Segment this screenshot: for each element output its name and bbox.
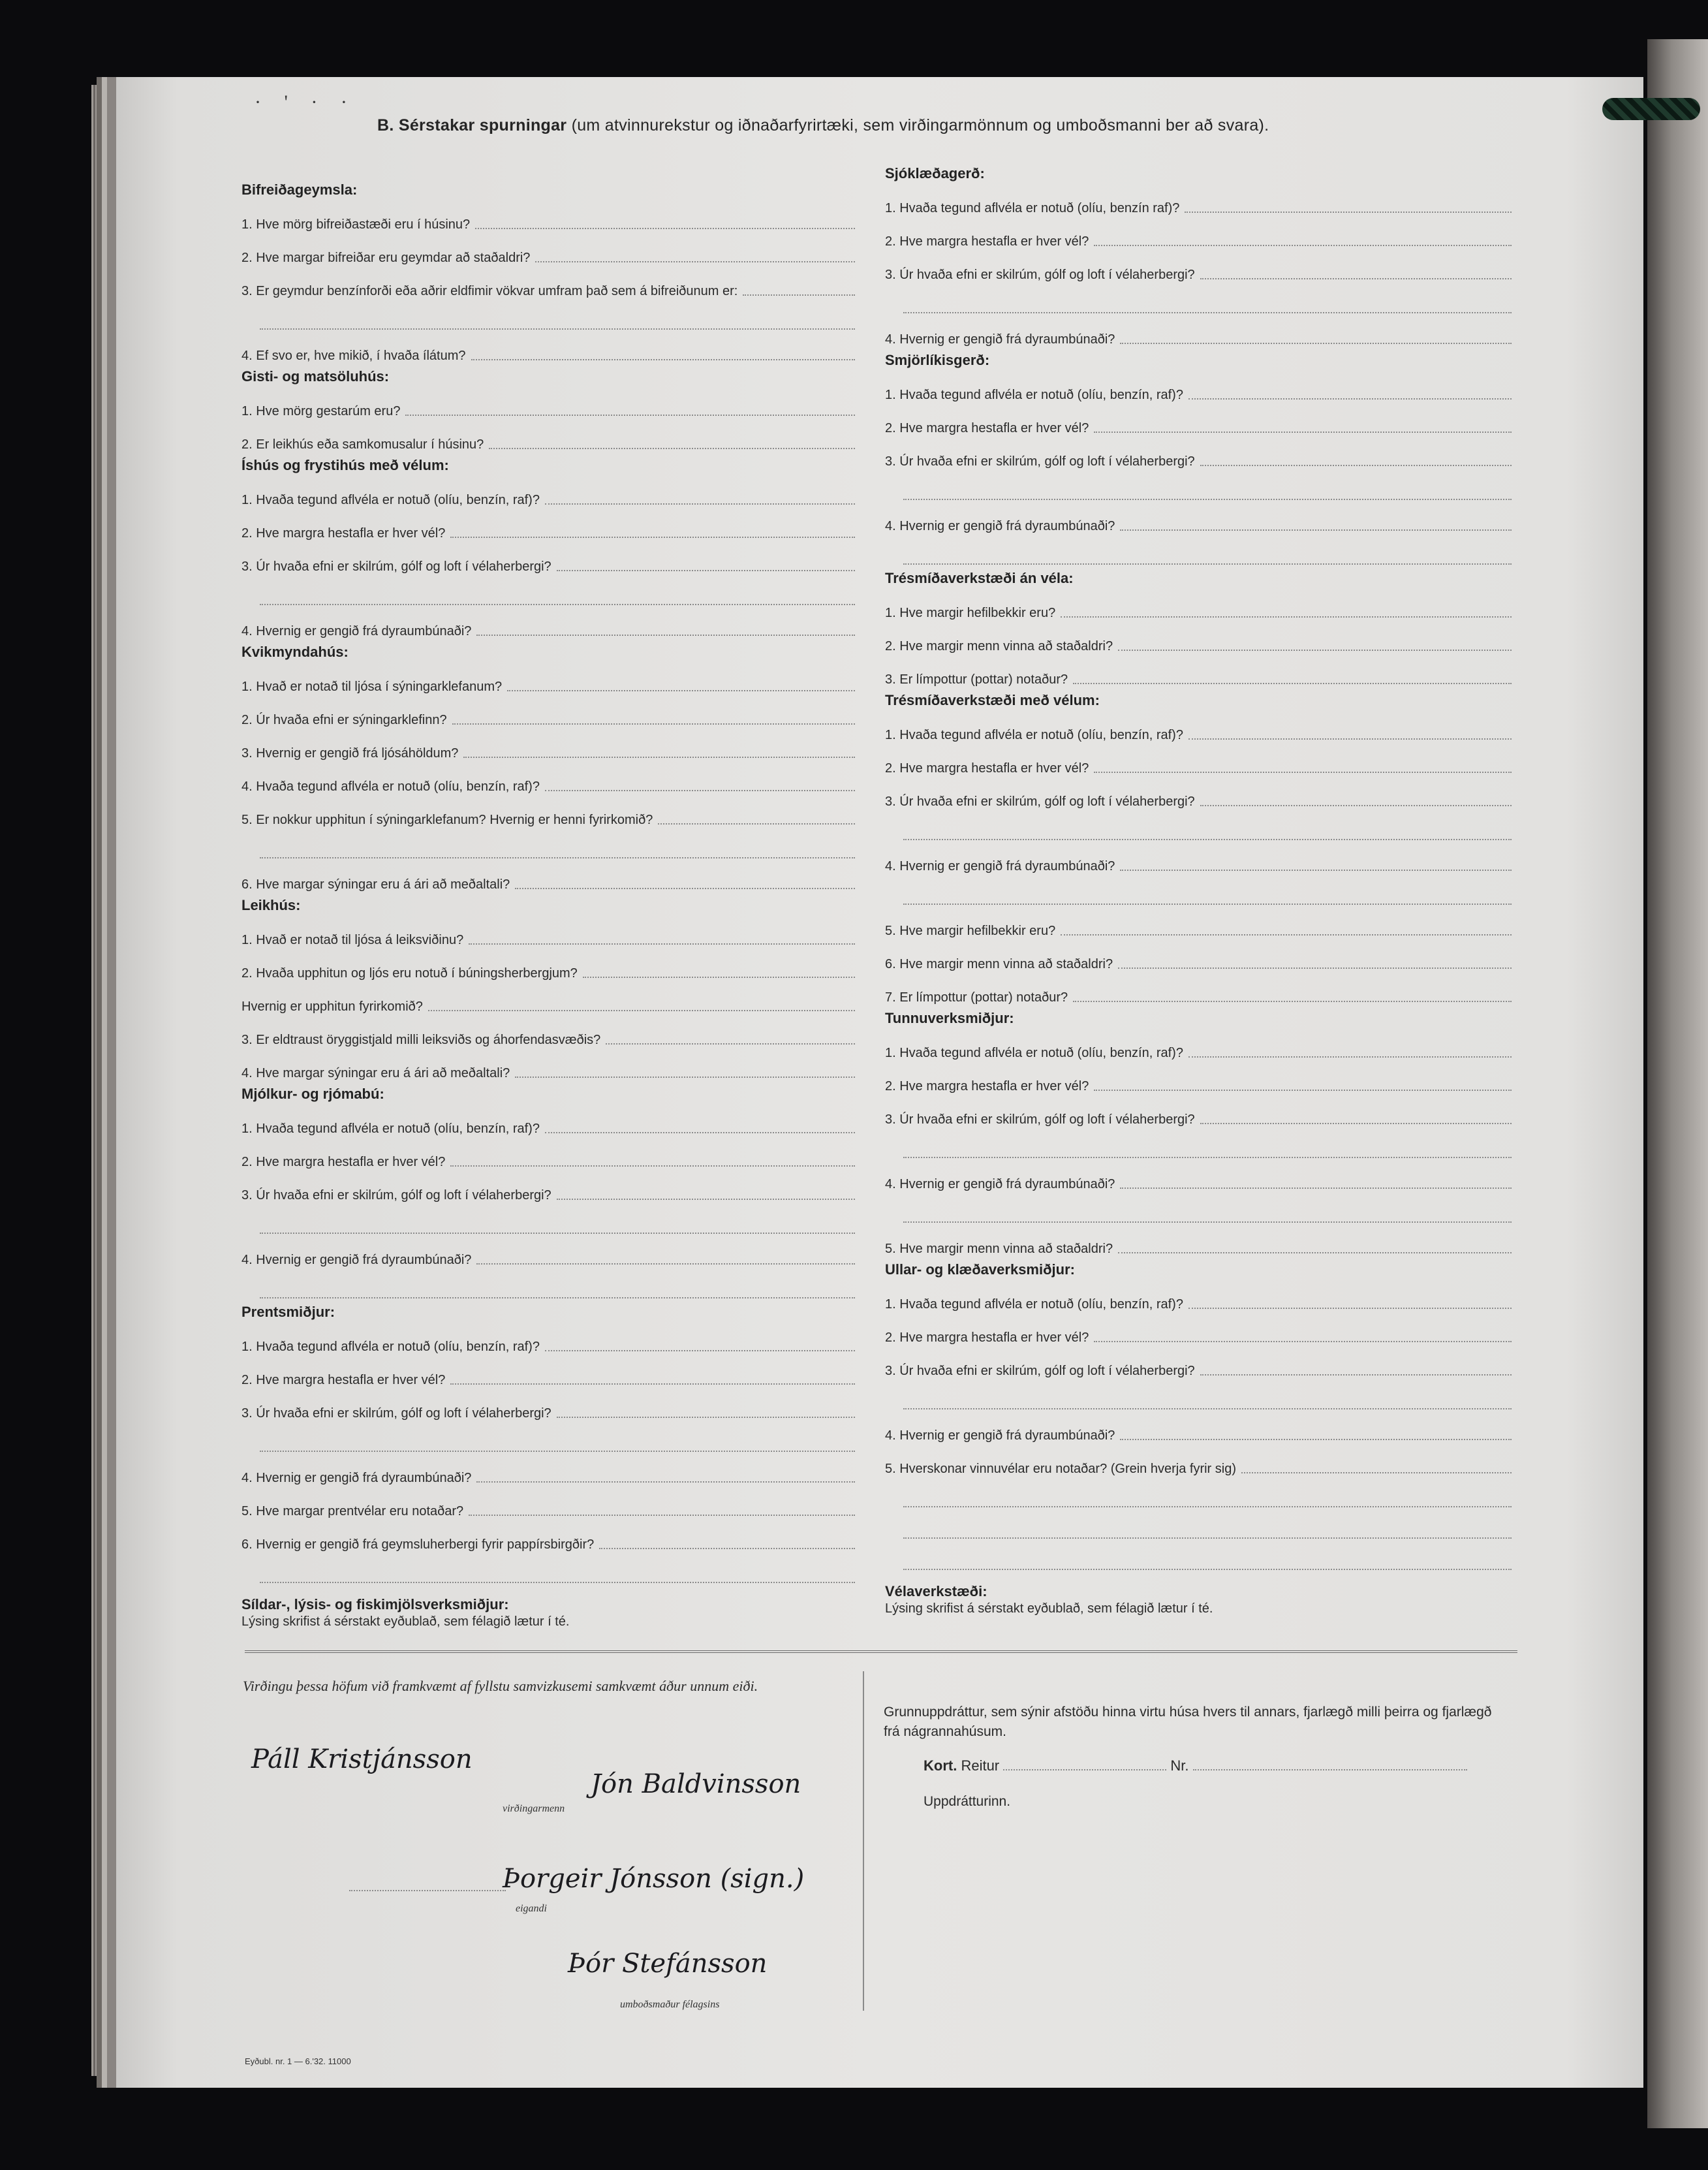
question-label: 1. Hvað er notað til ljósa í sýningarklefanum? xyxy=(241,680,503,694)
answer-field[interactable] xyxy=(1200,805,1512,806)
left-heading: Mjólkur- og rjómabú: xyxy=(241,1086,384,1102)
question-label: 2. Hve margra hestafla er hver vél? xyxy=(885,1079,1089,1093)
answer-field[interactable] xyxy=(476,635,855,636)
question-row xyxy=(885,215,1512,249)
question-row xyxy=(241,794,855,827)
nr-field[interactable] xyxy=(1193,1769,1467,1770)
caption-owner: eigandi xyxy=(516,1903,547,1914)
answer-line[interactable] xyxy=(260,1267,855,1298)
caption-agent: umboðsmaður félagsins xyxy=(620,1999,720,2010)
question-row xyxy=(241,1169,855,1203)
answer-field[interactable] xyxy=(1061,616,1512,618)
answer-line[interactable] xyxy=(260,827,855,858)
answer-field[interactable] xyxy=(1118,1252,1512,1253)
question-row xyxy=(885,620,1512,653)
signature-line xyxy=(349,1890,506,1891)
question-row xyxy=(241,761,855,794)
answer-field[interactable] xyxy=(428,1010,855,1011)
question-label: 1. Hve margir hefilbekkir eru? xyxy=(885,606,1056,620)
question-row xyxy=(885,369,1512,402)
answer-field[interactable] xyxy=(557,1417,855,1418)
left-heading: Leikhús: xyxy=(241,897,301,913)
binding-cord xyxy=(1602,98,1700,120)
answer-field[interactable] xyxy=(1118,650,1512,651)
answer-field[interactable] xyxy=(463,757,855,758)
question-row xyxy=(885,1027,1512,1060)
question-label: 1. Hvaða tegund aflvéla er notuð (olíu, benzín, raf)? xyxy=(241,493,540,507)
question-label: 6. Hve margir menn vinna að staðaldri? xyxy=(885,957,1113,971)
question-label: 2. Hve margir menn vinna að staðaldri? xyxy=(885,639,1113,653)
vertical-divider xyxy=(863,1671,864,2011)
question-row xyxy=(885,500,1512,533)
answer-field[interactable] xyxy=(1094,1341,1512,1342)
question-label: 2. Hve margra hestafla er hver vél? xyxy=(885,234,1089,249)
question-row xyxy=(885,1409,1512,1443)
question-label: 1. Hvaða tegund aflvéla er notuð (olíu, benzín raf)? xyxy=(885,201,1180,215)
question-label: 5. Hve margar prentvélar eru notaðar? xyxy=(241,1504,464,1518)
question-row xyxy=(241,1452,855,1485)
reitur-field[interactable] xyxy=(1003,1769,1166,1770)
question-row xyxy=(241,385,855,418)
answer-line[interactable] xyxy=(260,574,855,605)
question-row xyxy=(885,1312,1512,1345)
question-label: 6. Hve margar sýningar eru á ári að meðaltali? xyxy=(241,877,510,892)
answer-line[interactable] xyxy=(903,1127,1512,1158)
answer-field[interactable] xyxy=(476,1263,855,1265)
caption-appraisers: virðingarmenn xyxy=(503,1803,565,1814)
question-row xyxy=(241,947,855,981)
left-heading: Prentsmiðjur: xyxy=(241,1304,335,1320)
answer-field[interactable] xyxy=(1073,1001,1512,1002)
answer-field[interactable] xyxy=(1094,1090,1512,1091)
question-row xyxy=(885,1278,1512,1312)
question-row xyxy=(241,541,855,574)
answer-field[interactable] xyxy=(1094,245,1512,246)
answer-field[interactable] xyxy=(476,1481,855,1483)
question-label: 4. Hvernig er gengið frá dyraumbúnaði? xyxy=(241,624,472,638)
answer-field[interactable] xyxy=(583,977,855,978)
answer-field[interactable] xyxy=(507,690,855,691)
question-label: 3. Úr hvaða efni er skilrúm, gólf og loft í vélaherbergi? xyxy=(885,794,1195,809)
answer-field[interactable] xyxy=(450,1383,855,1385)
answer-field[interactable] xyxy=(471,359,856,360)
question-label: 4. Ef svo er, hve mikið, í hvaða ílátum? xyxy=(241,349,466,363)
question-row xyxy=(241,265,855,298)
answer-field[interactable] xyxy=(452,723,855,725)
question-row xyxy=(885,1443,1512,1476)
question-row xyxy=(241,1014,855,1047)
signature-3: Þorgeir Jónsson (sign.) xyxy=(503,1864,805,1894)
question-row xyxy=(885,435,1512,469)
uppdrattur-label: Uppdrátturinn. xyxy=(924,1794,1011,1809)
answer-field[interactable] xyxy=(1241,1472,1512,1473)
question-row xyxy=(885,1093,1512,1127)
answer-field[interactable] xyxy=(1073,683,1512,684)
question-row xyxy=(241,661,855,694)
question-label: Hvernig er upphitun fyrirkomið? xyxy=(241,999,423,1014)
answer-field[interactable] xyxy=(606,1043,855,1045)
question-row xyxy=(241,1387,855,1421)
right-heading: Sjóklæðagerð: xyxy=(885,165,985,181)
question-row xyxy=(885,182,1512,215)
answer-field[interactable] xyxy=(450,537,855,538)
question-label: 4. Hvernig er gengið frá dyraumbúnaði? xyxy=(885,519,1115,533)
question-label: 6. Hvernig er gengið frá geymsluherbergi fyrir pappírsbirgðir? xyxy=(241,1537,595,1552)
answer-field[interactable] xyxy=(450,1165,855,1167)
question-row xyxy=(241,1047,855,1080)
question-row xyxy=(241,727,855,761)
left-heading: Íshús og frystihús með vélum: xyxy=(241,457,449,473)
question-row xyxy=(885,402,1512,435)
question-label: 5. Hve margir menn vinna að staðaldri? xyxy=(885,1242,1113,1256)
question-label: 3. Úr hvaða efni er skilrúm, gólf og loft í vélaherbergi? xyxy=(241,1188,551,1203)
question-label: 3. Hvernig er gengið frá ljósáhöldum? xyxy=(241,746,459,761)
question-label: 2. Úr hvaða efni er sýningarklefinn? xyxy=(241,713,447,727)
question-label: 4. Hvernig er gengið frá dyraumbúnaði? xyxy=(885,1177,1115,1191)
left-heading: Bifreiðageymsla: xyxy=(241,181,358,198)
answer-line[interactable] xyxy=(903,282,1512,313)
question-label: 4. Hve margar sýningar eru á ári að meðaltali? xyxy=(241,1066,510,1080)
answer-field[interactable] xyxy=(1094,772,1512,773)
question-label: 2. Hve margar bifreiðar eru geymdar að staðaldri? xyxy=(241,251,531,265)
question-row xyxy=(241,1103,855,1136)
right-heading: Trésmíðaverkstæði með vélum: xyxy=(885,692,1100,708)
question-row xyxy=(241,858,855,892)
answer-field[interactable] xyxy=(658,823,855,825)
answer-field[interactable] xyxy=(469,943,855,945)
question-row xyxy=(885,742,1512,776)
question-label: 3. Er eldtraust öryggistjald milli leiksviðs og áhorfendasvæðis? xyxy=(241,1033,601,1047)
answer-field[interactable] xyxy=(469,1515,855,1516)
question-label: 2. Hve margra hestafla er hver vél? xyxy=(241,526,446,541)
answer-line[interactable] xyxy=(260,1552,855,1583)
question-row xyxy=(241,232,855,265)
left-heading: Kvikmyndahús: xyxy=(241,644,349,660)
question-label: 3. Er geymdur benzínforði eða aðrir eldfimir vökvar umfram það sem á bifreiðunum er: xyxy=(241,284,738,298)
answer-line[interactable] xyxy=(903,1476,1512,1507)
question-row xyxy=(241,1234,855,1267)
right-heading: Ullar- og klæðaverksmiðjur: xyxy=(885,1261,1075,1278)
question-row xyxy=(241,914,855,947)
signature-1: Páll Kristjánsson xyxy=(251,1744,473,1774)
question-label: 2. Hve margra hestafla er hver vél? xyxy=(885,761,1089,776)
right-heading: Tunnuverksmiðjur: xyxy=(885,1010,1014,1026)
answer-field[interactable] xyxy=(1200,1374,1512,1376)
question-row xyxy=(241,1321,855,1354)
answer-field[interactable] xyxy=(545,1350,855,1351)
map-instructions: Grunnuppdráttur, sem sýnir afstöðu hinna virtu húsa hvers til annars, fjarlægð milli þeirra og fjarlægð frá nágrannahúsum. xyxy=(884,1705,1492,1739)
question-row xyxy=(885,313,1512,347)
answer-line[interactable] xyxy=(903,873,1512,905)
question-row xyxy=(885,653,1512,687)
answer-field[interactable] xyxy=(1120,529,1512,531)
question-label: 2. Hve margra hestafla er hver vél? xyxy=(241,1155,446,1169)
question-label: 1. Hve mörg gestarúm eru? xyxy=(241,404,401,418)
question-label: 5. Hve margir hefilbekkir eru? xyxy=(885,924,1056,938)
question-label: 1. Hvaða tegund aflvéla er notuð (olíu, benzín, raf)? xyxy=(241,1340,540,1354)
answer-field[interactable] xyxy=(1061,934,1512,936)
answer-field[interactable] xyxy=(535,261,855,262)
question-row xyxy=(885,840,1512,873)
question-label: 2. Hve margra hestafla er hver vél? xyxy=(885,1330,1089,1345)
question-row xyxy=(241,330,855,363)
right-heading: Trésmíðaverkstæði án véla: xyxy=(885,570,1074,586)
question-row xyxy=(885,1223,1512,1256)
answer-line[interactable] xyxy=(260,1421,855,1452)
question-row xyxy=(241,1485,855,1518)
section-title xyxy=(377,116,1269,135)
question-label: 3. Úr hvaða efni er skilrúm, gólf og loft í vélaherbergi? xyxy=(885,268,1195,282)
answer-field[interactable] xyxy=(489,448,855,449)
question-label: 4. Hvernig er gengið frá dyraumbúnaði? xyxy=(885,1428,1115,1443)
question-row xyxy=(885,709,1512,742)
page-stack-edges xyxy=(91,85,117,2076)
question-label: 3. Úr hvaða efni er skilrúm, gólf og loft í vélaherbergi? xyxy=(241,1406,551,1421)
question-label: 4. Hvernig er gengið frá dyraumbúnaði? xyxy=(241,1471,472,1485)
question-label: 4. Hvernig er gengið frá dyraumbúnaði? xyxy=(885,859,1115,873)
question-row xyxy=(241,1518,855,1552)
question-row xyxy=(241,605,855,638)
left-column xyxy=(241,176,855,1630)
question-row xyxy=(885,1158,1512,1191)
answer-line[interactable] xyxy=(903,1507,1512,1539)
answer-field[interactable] xyxy=(557,570,855,571)
divider-line xyxy=(245,1650,1517,1653)
signature-4: Þór Stefánsson xyxy=(568,1949,768,1979)
question-label: 3. Úr hvaða efni er skilrúm, gólf og loft í vélaherbergi? xyxy=(885,1112,1195,1127)
title-sub: (um atvinnurekstur og iðnaðarfyrirtæki, sem virðingarmönnum og umboðsmanni ber að svara). xyxy=(571,116,1269,134)
question-label: 2. Hve margra hestafla er hver vél? xyxy=(241,1373,446,1387)
answer-line[interactable] xyxy=(903,533,1512,565)
question-label: 3. Er límpottur (pottar) notaður? xyxy=(885,672,1068,687)
right-column xyxy=(885,160,1512,1617)
answer-field[interactable] xyxy=(557,1199,855,1200)
nr-label: Nr. xyxy=(1170,1757,1189,1774)
question-row xyxy=(241,418,855,452)
pencil-marks: · ' · · xyxy=(255,91,356,113)
question-row xyxy=(885,971,1512,1005)
question-label: 3. Úr hvaða efni er skilrúm, gólf og loft í vélaherbergi? xyxy=(885,454,1195,469)
question-label: 4. Hvernig er gengið frá dyraumbúnaði? xyxy=(241,1253,472,1267)
answer-field[interactable] xyxy=(1188,1308,1512,1309)
answer-field[interactable] xyxy=(1118,967,1512,969)
book-spine xyxy=(1647,39,1708,2128)
answer-field[interactable] xyxy=(405,415,855,416)
question-row xyxy=(885,587,1512,620)
answer-field[interactable] xyxy=(743,294,855,296)
signature-2: Jón Baldvinsson xyxy=(591,1769,801,1799)
question-row xyxy=(241,1136,855,1169)
question-row xyxy=(241,694,855,727)
kort-line xyxy=(924,1757,1467,1774)
answer-field[interactable] xyxy=(1094,432,1512,433)
answer-field[interactable] xyxy=(1120,343,1512,344)
answer-field[interactable] xyxy=(599,1548,855,1549)
answer-line[interactable] xyxy=(260,298,855,330)
right-heading: Smjörlíkisgerð: xyxy=(885,352,990,368)
reitur-label: Reitur xyxy=(961,1757,1000,1774)
question-label: 2. Hvaða upphitun og ljós eru notuð í búningsherbergjum? xyxy=(241,966,578,981)
question-label: 1. Hvaða tegund aflvéla er notuð (olíu, benzín, raf)? xyxy=(885,388,1183,402)
question-row xyxy=(241,474,855,507)
question-row xyxy=(885,938,1512,971)
answer-field[interactable] xyxy=(1188,738,1512,740)
answer-line[interactable] xyxy=(903,469,1512,500)
answer-field[interactable] xyxy=(1120,1439,1512,1440)
question-label: 1. Hvaða tegund aflvéla er notuð (olíu, benzín, raf)? xyxy=(241,1122,540,1136)
answer-field[interactable] xyxy=(545,1132,855,1133)
right-end-note: Lýsing skrifist á sérstakt eyðublað, sem félagið lætur í té. xyxy=(885,1601,1213,1616)
question-row xyxy=(241,981,855,1014)
question-row xyxy=(885,1345,1512,1378)
right-end-heading: Vélaverkstæði: xyxy=(885,1583,987,1599)
question-label: 2. Hve margra hestafla er hver vél? xyxy=(885,421,1089,435)
answer-field[interactable] xyxy=(545,503,855,505)
answer-field[interactable] xyxy=(1200,1123,1512,1124)
answer-field[interactable] xyxy=(1185,212,1512,213)
kort-label: Kort. xyxy=(924,1757,957,1774)
question-label: 1. Hvað er notað til ljósa á leiksviðinu? xyxy=(241,933,464,947)
question-row xyxy=(885,905,1512,938)
answer-field[interactable] xyxy=(545,790,855,791)
left-end-heading: Síldar-, lýsis- og fiskimjölsverksmiðjur: xyxy=(241,1596,509,1612)
form-number: Eyðubl. nr. 1 — 6.'32. 11000 xyxy=(245,2056,351,2066)
answer-line[interactable] xyxy=(903,809,1512,840)
answer-line[interactable] xyxy=(903,1378,1512,1409)
question-label: 5. Hverskonar vinnuvélar eru notaðar? (Grein hverja fyrir sig) xyxy=(885,1462,1236,1476)
question-label: 1. Hvaða tegund aflvéla er notuð (olíu, benzín, raf)? xyxy=(885,1046,1183,1060)
question-row xyxy=(241,198,855,232)
left-end-note: Lýsing skrifist á sérstakt eyðublað, sem félagið lætur í té. xyxy=(241,1614,570,1629)
answer-field[interactable] xyxy=(515,888,855,889)
answer-line[interactable] xyxy=(903,1191,1512,1223)
answer-line[interactable] xyxy=(260,1203,855,1234)
answer-field[interactable] xyxy=(475,228,855,229)
answer-field[interactable] xyxy=(1200,465,1512,466)
question-row xyxy=(885,776,1512,809)
question-label: 4. Hvaða tegund aflvéla er notuð (olíu, benzín, raf)? xyxy=(241,779,540,794)
question-label: 7. Er límpottur (pottar) notaður? xyxy=(885,990,1068,1005)
question-row xyxy=(885,249,1512,282)
question-label: 5. Er nokkur upphitun í sýningarklefanum? Hvernig er henni fyrirkomið? xyxy=(241,813,653,827)
question-row xyxy=(241,1354,855,1387)
answer-field[interactable] xyxy=(1120,1187,1512,1189)
question-label: 3. Úr hvaða efni er skilrúm, gólf og loft í vélaherbergi? xyxy=(885,1364,1195,1378)
question-label: 1. Hve mörg bifreiðastæði eru í húsinu? xyxy=(241,217,471,232)
answer-field[interactable] xyxy=(1120,870,1512,871)
left-heading: Gisti- og matsöluhús: xyxy=(241,368,390,385)
question-row xyxy=(241,507,855,541)
oath-statement: Virðingu þessa höfum við framkvæmt af fyllstu samvizkusemi samkvæmt áður unnum eiði. xyxy=(243,1678,758,1694)
answer-field[interactable] xyxy=(1188,398,1512,400)
question-label: 4. Hvernig er gengið frá dyraumbúnaði? xyxy=(885,332,1115,347)
answer-field[interactable] xyxy=(515,1077,855,1078)
question-row xyxy=(885,1060,1512,1093)
answer-field[interactable] xyxy=(1200,278,1512,279)
title-main: B. Sérstakar spurningar xyxy=(377,116,567,134)
answer-field[interactable] xyxy=(1188,1056,1512,1058)
question-label: 3. Úr hvaða efni er skilrúm, gólf og loft í vélaherbergi? xyxy=(241,559,551,574)
answer-line[interactable] xyxy=(903,1539,1512,1570)
question-label: 1. Hvaða tegund aflvéla er notuð (olíu, benzín, raf)? xyxy=(885,1297,1183,1312)
question-label: 1. Hvaða tegund aflvéla er notuð (olíu, benzín, raf)? xyxy=(885,728,1183,742)
question-label: 2. Er leikhús eða samkomusalur í húsinu? xyxy=(241,437,484,452)
